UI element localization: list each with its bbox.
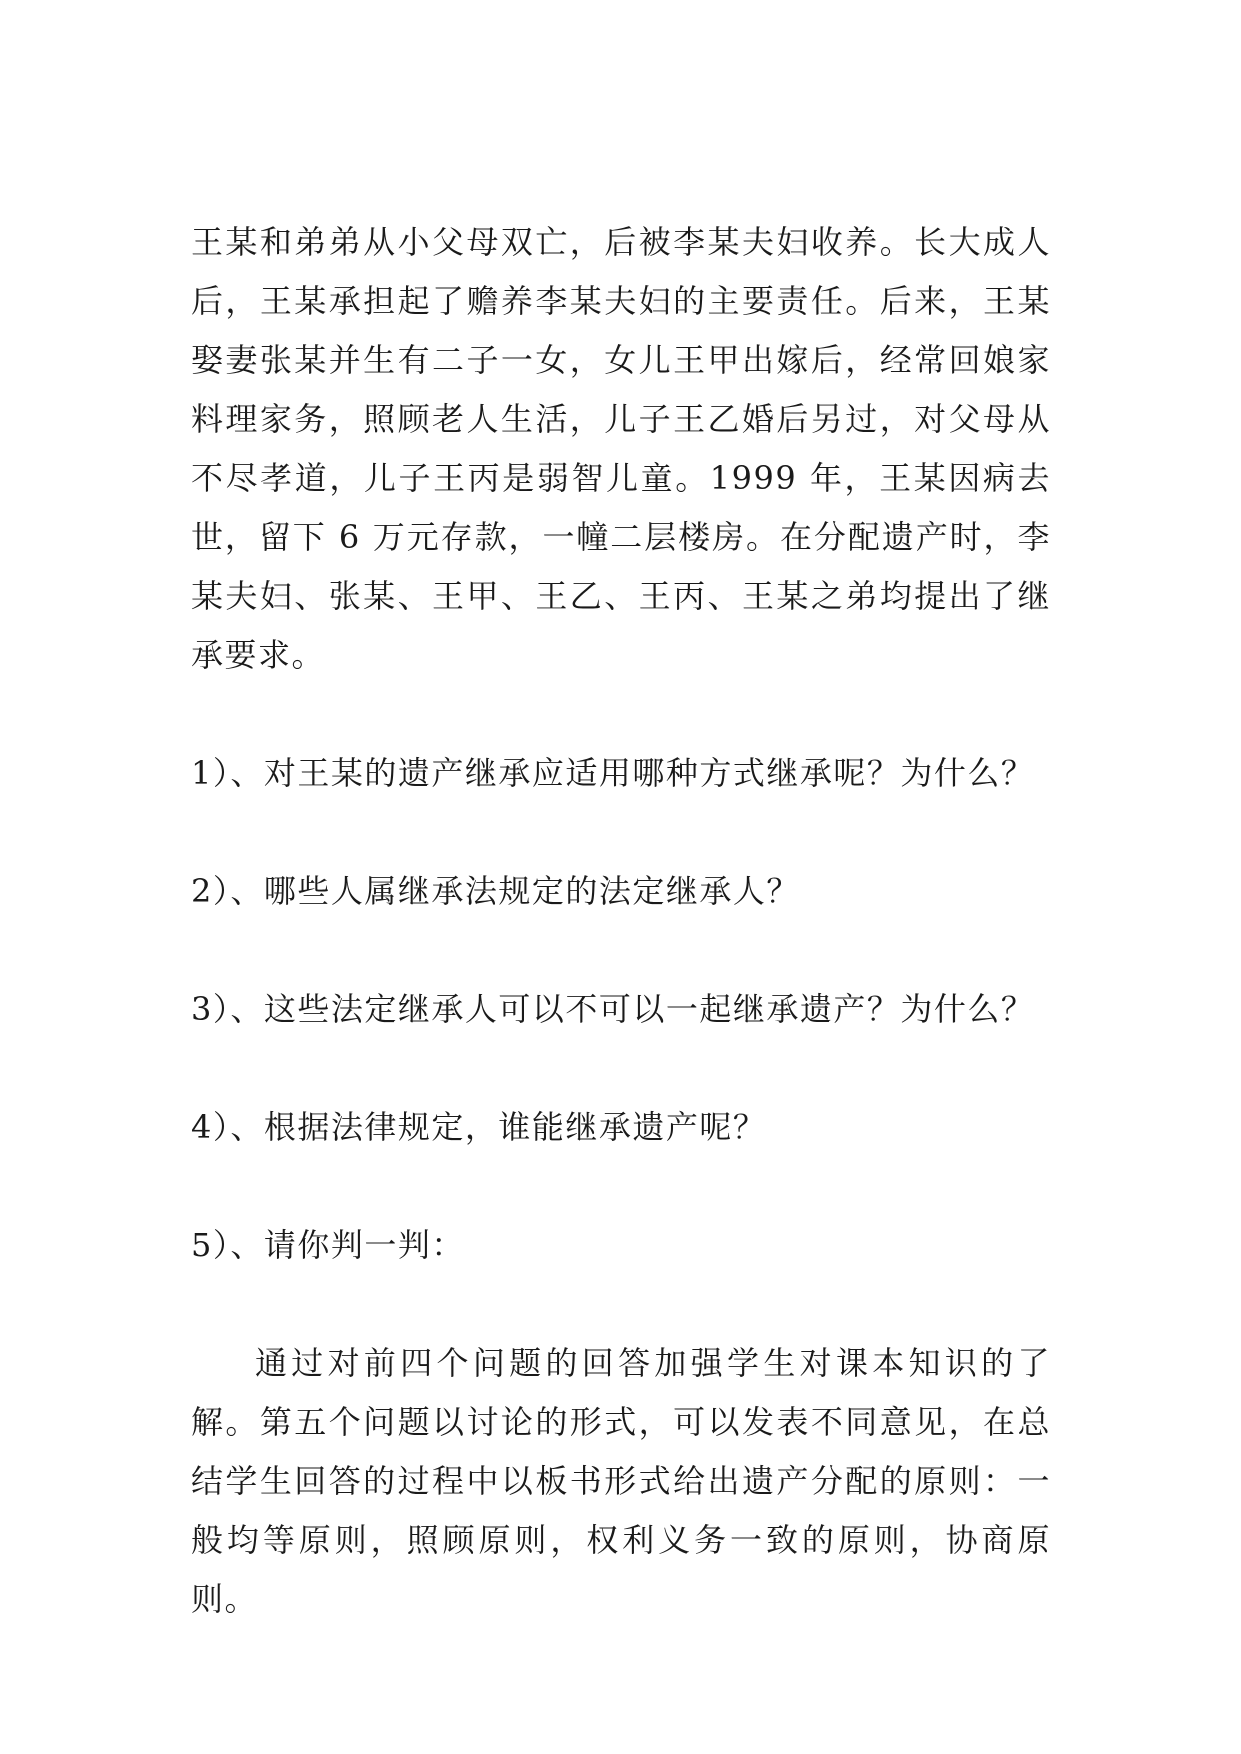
case-description-paragraph: 王某和弟弟从小父母双亡，后被李某夫妇收养。长大成人后，王某承担起了赡养李某夫妇的主要责任。后来，王某娶妻张某并生有二子一女，女儿王甲出嫁后，经常回娘家料理家务，照顾老人生活，儿子王乙婚后另过，对父母从不尽孝道，儿子王丙是弱智儿童。1999 年，王某因病去世，留下 6 万元存款，一幢二层楼房。在分配遗产时，李某夫妇、张某、王甲、王乙、王丙、王某之弟均提出了继承要求。 xyxy=(191,223,1051,674)
question-4: 4）、根据法律规定，谁能继承遗产呢？ xyxy=(191,1108,767,1146)
document-body xyxy=(191,213,1051,1629)
question-3: 3）、这些法定继承人可以不可以一起继承遗产？为什么？ xyxy=(191,990,1035,1028)
teaching-summary-paragraph: 通过对前四个问题的回答加强学生对课本知识的了解。第五个问题以讨论的形式，可以发表不同意见，在总结学生回答的过程中以板书形式给出遗产分配的原则：一般均等原则，照顾原则，权利义务一致的原则，协商原则。 xyxy=(191,1344,1051,1618)
question-5: 5）、请你判一判： xyxy=(191,1226,465,1264)
question-1: 1）、对王某的遗产继承应适用哪种方式继承呢？为什么？ xyxy=(191,754,1035,792)
question-2: 2）、哪些人属继承法规定的法定继承人？ xyxy=(191,872,800,910)
